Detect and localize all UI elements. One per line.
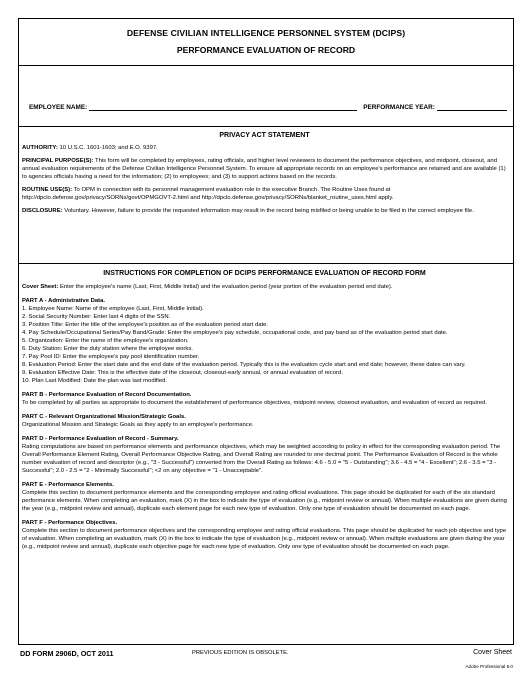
employee-section bbox=[19, 66, 513, 127]
employee-name-label: EMPLOYEE NAME: bbox=[29, 104, 88, 111]
edition-notice: PREVIOUS EDITION IS OBSOLETE. bbox=[192, 650, 289, 656]
part-f-title: PART F - Performance Objectives. bbox=[22, 520, 118, 526]
part-e-text: Complete this section to document performance elements and the corresponding employee and rating official evaluations. This page should be duplicated for each of the six standard performance elements. When completing an evaluation, mark (X) in the box to indicate the type of evaluation (e.g., midpoint review or annual). When multiple evaluations are given during the year (e.g., midpoint review and annual), duplicate each element page for each new type of evaluation. Only one type of evaluation should be documented on each page. bbox=[22, 490, 507, 512]
part-d-title: PART D - Performance Evaluation of Record - Summary. bbox=[22, 436, 179, 442]
routine-use-paragraph bbox=[22, 186, 507, 202]
software-version: Adobe Professional 8.0 bbox=[465, 664, 513, 669]
performance-year-label: PERFORMANCE YEAR: bbox=[363, 104, 435, 111]
instructions-section bbox=[19, 264, 513, 551]
form-header bbox=[19, 19, 513, 66]
part-a-item: 2. Social Security Number: Enter last 4 digits of the SSN. bbox=[22, 314, 171, 320]
form-number: DD FORM 2906D, OCT 2011 bbox=[20, 649, 114, 658]
authority-paragraph bbox=[22, 144, 507, 152]
employee-name-field[interactable] bbox=[89, 102, 357, 111]
cover-sheet-text: Enter the employee's name (Last, First, Middle Initial) and the evaluation period (year portion of the evaluation period end date). bbox=[58, 284, 393, 290]
part-a-item: 3. Position Title: Enter the title of the employee's position as of the evaluation period start date. bbox=[22, 322, 269, 328]
privacy-act-title: PRIVACY ACT STATEMENT bbox=[219, 132, 310, 139]
form-footer bbox=[18, 649, 514, 661]
disclosure-text: Voluntary. However, failure to provide the requested information may result in the record being misfiled or being unable to be filed in the correct employee file. bbox=[62, 208, 474, 214]
cover-sheet-label: Cover Sheet: bbox=[22, 284, 59, 290]
form-frame bbox=[18, 18, 514, 645]
instructions-title: INSTRUCTIONS FOR COMPLETION OF DCIPS PERFORMANCE EVALUATION OF RECORD FORM bbox=[103, 270, 426, 277]
privacy-act-section bbox=[19, 127, 513, 264]
authority-label: AUTHORITY: bbox=[22, 145, 58, 151]
part-a-item: 1. Employee Name: Name of the employee (Last, First, Middle Initial). bbox=[22, 306, 204, 312]
purpose-paragraph bbox=[22, 157, 507, 181]
part-d-text: Rating computations are based on performance elements and performance objectives, which may be weighted according to policy in effect for the corresponding evaluation period. The Overall Performance Element Rating, Overall Performance Objective Rating, and Overall Rating are rounded to one decimal point. The Performance Evaluation of Record is the whole number evaluation of record and descriptor (e.g., "3 - Successful") converted from the Overall Rating as follows: 4.6 - 5.0 = "5 - Outstanding"; 3.6 - 4.5 = "4 - Excellent"; 2.6 - 3.5 = "3 - Successful"; 2.0 - 2.5 = "2 - Minimally Successful"; <2 on any objective = "1 - Unacceptable". bbox=[22, 444, 501, 474]
performance-year-field[interactable] bbox=[437, 102, 507, 111]
part-a-list bbox=[22, 305, 507, 385]
routine-use-label: ROUTINE USE(S): bbox=[22, 187, 73, 193]
part-a-item: 4. Pay Schedule/Occupational Series/Pay Band/Grade: Enter the employee's pay schedule, occupational code, and pay band as of the evaluation period start date. bbox=[22, 330, 448, 336]
part-b-text: To be completed by all parties as appropriate to document the establishment of performance objectives, midpoint review, closeout evaluation, and evaluation of record as required. bbox=[22, 400, 487, 406]
part-a-item: 10. Plan Last Modified: Date the plan was last modified. bbox=[22, 378, 168, 384]
part-a-item: 8. Evaluation Period: Enter the start date and the end date of the evaluation period. Typically this is the evaluation cycle start and end date; however, these dates can vary. bbox=[22, 362, 466, 368]
part-f-text: Complete this section to document performance objectives and the corresponding employee and rating official evaluations. This page should be duplicated for each job objective and type of evaluation. When completing an evaluation, mark (X) in the box to indicate the type of evaluation (e.g., midpoint review or annual). When multiple evaluations are given during the year (e.g., midpoint review and annual), duplicate each objective page for each new type of evaluation. Only one type of evaluation should be documented on each page. bbox=[22, 528, 507, 550]
part-a-title: PART A - Administrative Data. bbox=[22, 298, 106, 304]
routine-use-text: To OPM in connection with its personnel management evaluation role in the executive Branch. The Routine Uses found at http://dpclo.defense.gov/privacy/SORNs/govt/OPMGOVT-2.html and http://dpclo.defense.gov/privacy/SORNs/blanket_routine_uses.html apply. bbox=[22, 187, 394, 201]
purpose-text: This form will be completed by employees, rating officials, and higher level reviewers to document the performance objectives, and midpoint, closeout, and annual evaluation requirements of the Defense Civilian Intelligence Personnel System. To ensure all appropriate records on an employee's performance are retained and are available (1) to agencies officials having a need for the information; (2) to employees; and (3) to support actions based on the records. bbox=[22, 158, 506, 180]
part-b-title: PART B - Performance Evaluation of Record Documentation. bbox=[22, 392, 192, 398]
form-subtitle: PERFORMANCE EVALUATION OF RECORD bbox=[176, 45, 356, 55]
part-a-item: 7. Pay Pool ID: Enter the employee's pay pool identification number. bbox=[22, 354, 200, 360]
part-a-item: 5. Organization: Enter the name of the employee's organization. bbox=[22, 338, 189, 344]
part-e-title: PART E - Performance Elements. bbox=[22, 482, 114, 488]
purpose-label: PRINCIPAL PURPOSE(S): bbox=[22, 158, 94, 164]
part-a-item: 9. Evaluation Effective Date: This is the effective date of the closeout, closeout-early annual, or annual evaluation of record. bbox=[22, 370, 343, 376]
authority-text: 10 U.S.C. 1601-1603; and E.O. 9397. bbox=[57, 145, 158, 151]
part-c-text: Organizational Mission and Strategic Goals as they apply to an employee's performance. bbox=[22, 422, 254, 428]
disclosure-paragraph bbox=[22, 207, 507, 215]
page-label: Cover Sheet bbox=[473, 649, 512, 656]
form-title: DEFENSE CIVILIAN INTELLIGENCE PERSONNEL SYSTEM (DCIPS) bbox=[126, 28, 406, 38]
disclosure-label: DISCLOSURE: bbox=[22, 208, 63, 214]
cover-sheet-paragraph bbox=[22, 283, 507, 291]
part-c-title: PART C - Relevant Organizational Mission/Strategic Goals. bbox=[22, 414, 186, 420]
part-a-item: 6. Duty Station: Enter the duty station where the employee works. bbox=[22, 346, 193, 352]
